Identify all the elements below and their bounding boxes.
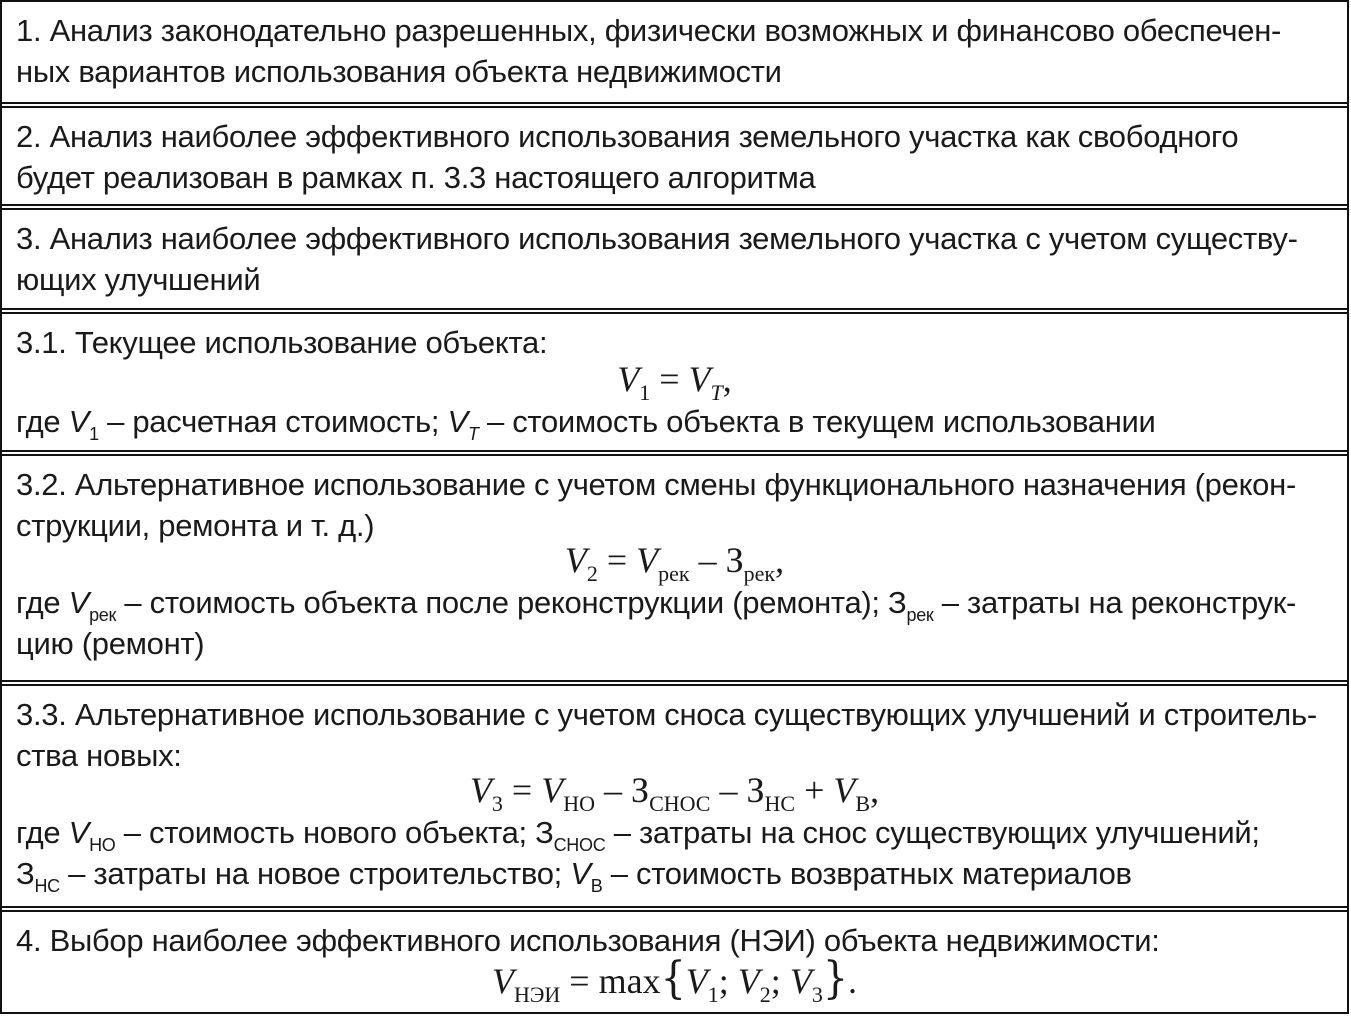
row-divider: [2, 308, 1347, 314]
step-1-line-1: 1. Анализ законодательно разрешенных, физически возможных и финансово обеспечен-: [16, 13, 1282, 48]
step-3-1-where: где $V_1$ – расчетная стоимость; $V_T$ – стоимость объекта в текущем использовании: [16, 404, 1156, 444]
step-4-row: [2, 920, 1347, 1007]
step-3-3-where-line-2: $З_{НС}$ – затраты на новое строительство; $V_В$ – стоимость возвратных материалов: [16, 856, 1132, 896]
step-3-3-where-line-1: где $V_{НО}$ – стоимость нового объекта; $З_{СНОС}$ – затраты на снос существующих улучшений;: [16, 815, 1260, 855]
step-2-row: [2, 116, 1347, 198]
step-1-line-2: ных вариантов использования объекта недвижимости: [16, 54, 782, 89]
row-divider: [2, 450, 1347, 456]
step-3-2-where-line-2: цию (ремонт): [16, 626, 205, 661]
step-3-1-row: [2, 322, 1347, 442]
step-3-1-title: 3.1. Текущее использование объекта:: [16, 325, 548, 360]
step-2-line-1: 2. Анализ наиболее эффективного использования земельного участка как свободного: [16, 119, 1239, 154]
step-3-3-row: [2, 694, 1347, 894]
step-3-2-line-2: струкции, ремонта и т. д.): [16, 508, 375, 543]
row-divider: [2, 204, 1347, 210]
step-3-2-line-1: 3.2. Альтернативное использование с учетом смены функционального назначения (рекон-: [16, 467, 1296, 502]
step-3-line-1: 3. Анализ наиболее эффективного использования земельного участка с учетом существу-: [16, 221, 1298, 256]
step-2-line-2: будет реализован в рамках п. 3.3 настоящего алгоритма: [16, 160, 816, 195]
step-1-row: [2, 10, 1347, 92]
step-3-3-line-2: ства новых:: [16, 738, 182, 773]
step-4-title: 4. Выбор наиболее эффективного использования (НЭИ) объекта недвижимости:: [16, 923, 1160, 958]
row-divider: [2, 680, 1347, 686]
row-divider: [2, 906, 1347, 912]
formula-v2: $V_2 = V_{рек} - З_{рек}$,: [564, 540, 785, 586]
row-divider: [2, 102, 1347, 108]
step-3-row: [2, 218, 1347, 300]
step-3-2-where-line-1: где $V_{рек}$ – стоимость объекта после реконструкции (ремонта); $З_{рек}$ – затраты на реконструк-: [16, 585, 1297, 625]
step-3-3-line-1: 3.3. Альтернативное использование с учетом сноса существующих улучшений и строитель-: [16, 697, 1317, 732]
step-3-2-row: [2, 464, 1347, 664]
step-3-line-2: ющих улучшений: [16, 262, 261, 297]
formula-nei: $V_{НЭИ} = \max\{V_1$; $V_2$; $V_3$}.: [491, 953, 857, 1007]
formula-v1: $V_1 = V_T$,: [617, 359, 732, 405]
formula-v3: $V_3 = V_{НО} - З_{СНОС} - З_{НС} + V_В$,: [469, 770, 880, 816]
